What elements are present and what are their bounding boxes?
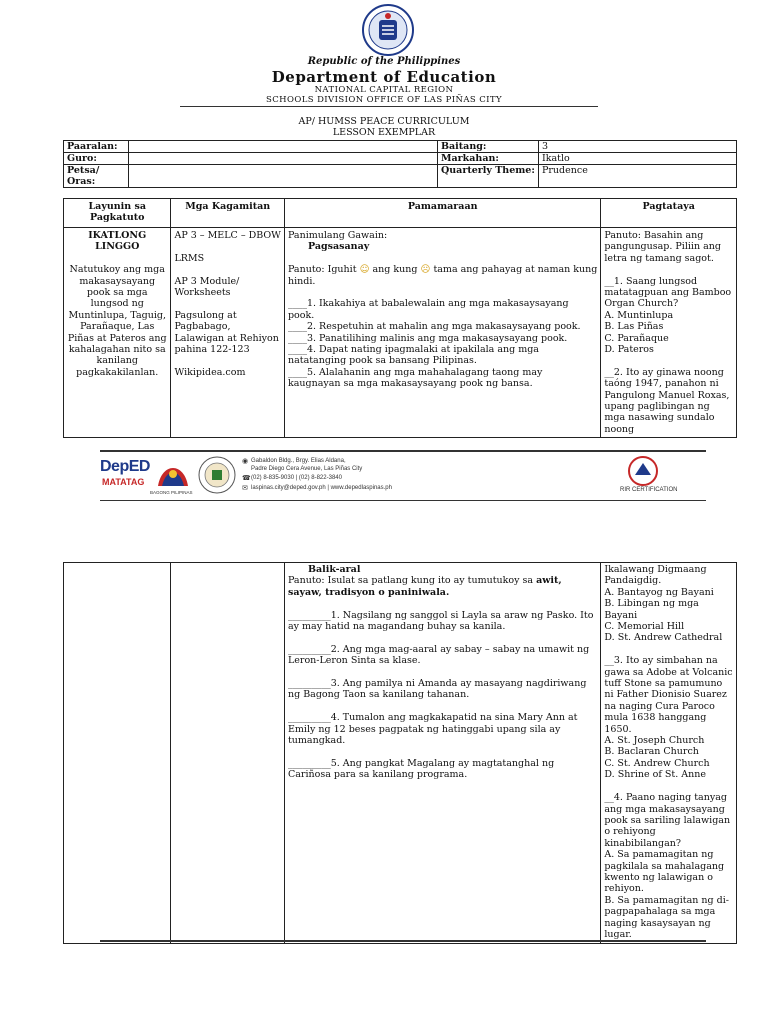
header-divider (180, 106, 598, 107)
instruction-part: Panuto: Isulat sa patlang kung ito ay tumutukoy sa (287, 575, 537, 587)
review-item: _________4. Tumalon ang magkakapatid na sina Mary Ann at Emily ng 12 beses pagpatak ng hatinggabi upang sila ay tumangkad. (287, 712, 578, 747)
assessment-question: __2. Ito ay ginawa noong taóng 1947, panahon ni Pangulong Manuel Roxas, upang paglibingan ng mga nasawing sundalo noong (604, 366, 730, 435)
pamamaraan-cell-continued (284, 563, 600, 944)
choice: A. Bantayog ng Bayani (604, 586, 714, 598)
smile-icon: ☺ (359, 264, 370, 276)
choice: C. St. Andrew Church (604, 757, 710, 769)
choice: A. St. Joseph Church (604, 735, 705, 747)
theme-value: Prudence (539, 165, 737, 188)
instruction-part: kung (393, 264, 418, 276)
markahan-value: Ikatlo (539, 153, 737, 165)
review-instruction (288, 575, 597, 598)
address-line-1: Gabaldon Bldg., Brgy. Elias Aldana, (251, 458, 346, 464)
objective-text: Natutukoy ang mga makasaysayang pook sa mga lungsod ng Muntinlupa, Taguig, Parañaque, Las Piñas at Pateros ang kahalagahan nito sa kanilang pagkakakilanlan. (67, 264, 167, 378)
material-item: AP 3 Module/ Worksheets (174, 275, 240, 298)
baitang-value: 3 (539, 141, 737, 153)
bagong-pilipinas-label: BAGONG PILIPINAS (150, 490, 193, 495)
choice: B. Libingan ng mga Bayani (604, 598, 699, 621)
review-item: _________2. Ang mga mag-aaral ay sabay – sabay na umawit ng Leron-Leron Sinta sa klase. (287, 643, 590, 667)
activity-item: ____5. Alalahanin ang mga mahahalagang taong may kaugnayan sa mga makasaysayang pook ng bansa. (287, 366, 543, 390)
activity-subtitle: Pagsasanay (307, 241, 370, 253)
header-pagtataya: Pagtataya (601, 199, 737, 228)
deped-seal-logo (362, 4, 414, 56)
kagamitan-cell-continued (171, 563, 285, 944)
lesson-table (63, 198, 737, 438)
assessment-question: __1. Saang lungsod matatagpuan ang Bamboo Organ Church? (604, 275, 732, 310)
assessment-question: __4. Paano naging tanyag ang mga makasaysayang pook sa sariling lalawigan o rehiyong kinabibilangan? (604, 792, 731, 849)
page2-bottom-line (100, 940, 706, 942)
activity-item: ____4. Dapat nating ipagmalaki at ipakilala ang mga natatanging pook sa bansang Pilipinas. (287, 344, 539, 367)
footer-top-line (100, 450, 706, 452)
address-line-2: Padre Diego Cera Avenue, Las Piñas City (251, 466, 363, 472)
pamamaraan-cell (284, 228, 600, 438)
review-title: Balik-aral (307, 564, 361, 575)
petsa-label: Petsa/ Oras: (64, 165, 129, 188)
instruction-bold-part: awit, sayaw, tradisyon o paniniwala. (287, 575, 562, 598)
exemplar-title: LESSON EXEMPLAR (332, 127, 436, 138)
phone-line: (02) 8-835-9030 | (02) 8-822-3840 (251, 475, 342, 481)
baitang-label: Baitang: (438, 141, 539, 153)
instruction-part: Panuto: Iguhit (287, 264, 357, 276)
guro-label: Guro: (64, 153, 129, 165)
markahan-label: Markahan: (438, 153, 539, 165)
guro-value (129, 153, 438, 165)
phone-icon: ☎ (242, 474, 251, 482)
division-title: SCHOOLS DIVISION OFFICE OF LAS PIÑAS CITY (266, 95, 502, 105)
activity-item: ____2. Respetuhin at mahalin ang mga makasaysayang pook. (287, 321, 581, 333)
footer-bottom-line (100, 500, 706, 501)
matatag-logo: MATATAG (102, 477, 145, 487)
header-layunin: Layunin sa Pagkatuto (64, 199, 171, 228)
department-title: Department of Education (271, 68, 497, 86)
layunin-cell (64, 228, 171, 438)
choice: A. Sa pamamagitan ng pagkilala sa mahalagang kwento ng lalawigan o rehiyon. (604, 849, 725, 895)
deped-logo: DepED (100, 458, 150, 475)
header-pamamaraan: Pamamaraan (284, 199, 600, 228)
petsa-value (129, 165, 438, 188)
city-seal-logo (198, 456, 236, 494)
week-title: IKATLONG LINGGO (88, 230, 147, 253)
material-item: LRMS (174, 252, 205, 264)
rir-certification-label: RIR CERTIFICATION (620, 487, 678, 493)
review-item: _________1. Nagsilang ng sanggol si Layla sa araw ng Pasko. Ito ay may hatid na magandang buhay sa kanila. (287, 609, 594, 633)
header-kagamitan: Mga Kagamitan (171, 199, 285, 228)
choice: D. St. Andrew Cathedral (604, 632, 723, 644)
assessment-question: __3. Ito ay simbahan na gawa sa Adobe at Volcanic tuff Stone sa pamumuno ni Father Dionisio Suarez na naging Cura Paroco mula 1638 hanggang 1650. (604, 655, 733, 735)
frown-icon: ☹ (420, 264, 431, 276)
kagamitan-cell (171, 228, 285, 438)
instruction-part: tama ang pahayag at naman kung hindi. (287, 264, 598, 287)
email-icon: ✉ (242, 484, 248, 492)
choice: C. Memorial Hill (604, 621, 685, 633)
lesson-table-continued (63, 562, 737, 944)
choice: B. Baclaran Church (604, 746, 699, 758)
material-item: Wikipidea.com (174, 366, 246, 378)
email-line: laspinas.city@deped.gov.ph | www.depedlaspinas.ph (251, 485, 392, 491)
choice: A. Muntinlupa (604, 309, 674, 321)
theme-label: Quarterly Theme: (438, 165, 539, 188)
bagong-pilipinas-logo (152, 458, 194, 490)
info-table (63, 140, 737, 188)
layunin-cell-continued (64, 563, 171, 944)
pagtataya-cell-continued (601, 563, 737, 944)
material-item: Pagsulong at Pagbabago, Lalawigan at Rehiyon pahina 122-123 (174, 309, 279, 356)
choice: D. Shrine of St. Anne (604, 769, 706, 781)
pagtataya-cell (601, 228, 737, 438)
activity-item: ____1. Ikakahiya at babalewalain ang mga makasaysayang pook. (287, 298, 569, 321)
rir-certification-logo (626, 455, 660, 487)
activity-intro: Panimulang Gawain: (287, 230, 388, 241)
region-title: NATIONAL CAPITAL REGION (314, 85, 454, 95)
review-item: _________5. Ang pangkat Magalang ay magtatanghal ng Cariñosa para sa kanilang programa. (287, 757, 555, 781)
location-icon: ◉ (242, 457, 249, 465)
review-item: _________3. Ang pamilya ni Amanda ay masayang nagdiriwang ng Bagong Taon sa kanilang tahanan. (287, 678, 587, 701)
choice: B. Sa pamamagitan ng di-pagpapahalaga sa mga naging kasaysayan ng lugar. (604, 894, 729, 940)
activity-instruction (288, 264, 597, 287)
assessment-instruction: Panuto: Basahin ang pangungusap. Piliin ang letra ng tamang sagot. (604, 230, 721, 264)
choice: B. Las Piñas (604, 321, 664, 333)
paaralan-value (129, 141, 438, 153)
activity-item: ____3. Panatilihing malinis ang mga makasaysayang pook. (287, 332, 568, 344)
assessment-continued: Ikalawang Digmaang Pandaigdig. (604, 564, 707, 587)
paaralan-label: Paaralan: (64, 141, 129, 153)
republic-title: Republic of the Philippines (307, 56, 461, 67)
choice: C. Parañaque (604, 332, 669, 344)
instruction-part: ang (372, 264, 391, 276)
material-item: AP 3 – MELC – DBOW (174, 230, 281, 241)
choice: D. Pateros (604, 344, 654, 356)
curriculum-title: AP/ HUMSS PEACE CURRICULUM (298, 116, 470, 127)
